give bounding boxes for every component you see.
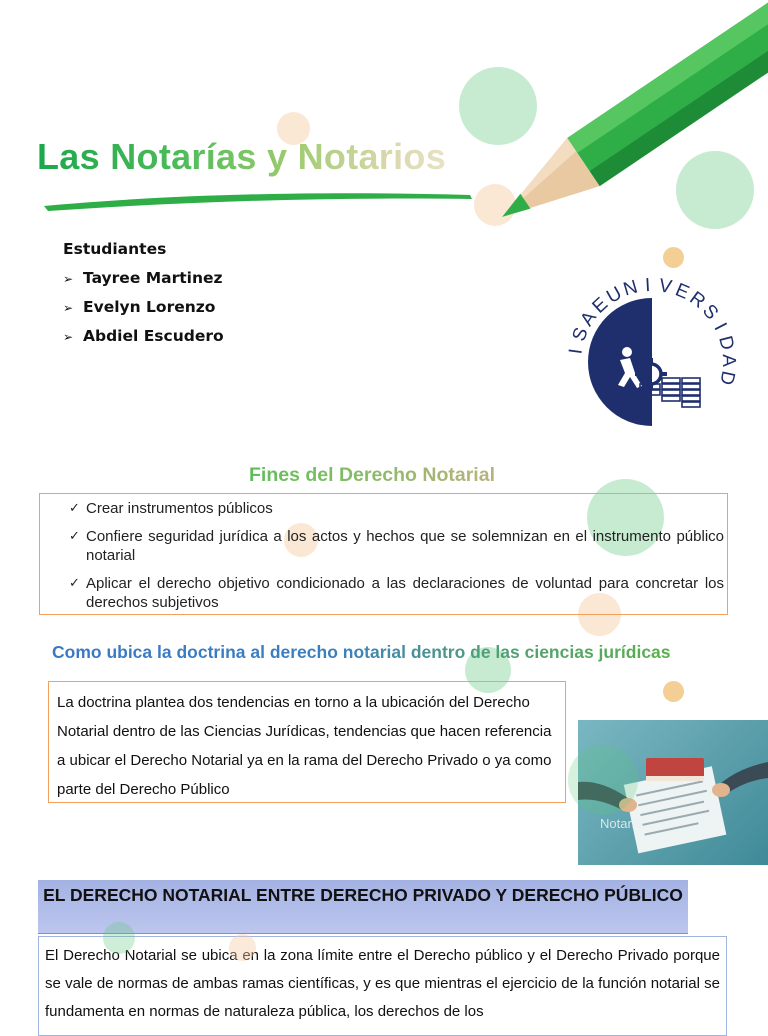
logo-letter: S	[568, 324, 593, 345]
logo-letter: U	[603, 282, 626, 308]
doctrina-title: Como ubica la doctrina al derecho notarial dentro de las ciencias jurídicas	[52, 642, 671, 662]
section-text: El Derecho Notarial se ubica en la zona límite entre el Derecho público y el Derecho Privado porque se vale de normas de ambas ramas científicas, y es que mientras el ejercicio de la función notarial se fundamenta en normas de naturaleza pública, los derechos de los	[38, 936, 727, 1036]
fine-item	[69, 527, 724, 565]
student-name: Tayree Martinez	[83, 269, 223, 287]
title-underline-stroke	[40, 184, 480, 214]
arrow-bullet-icon: ➢	[63, 301, 74, 315]
students-list	[63, 238, 224, 354]
pencil-illustration	[470, 0, 768, 210]
logo-letter: I	[644, 274, 651, 297]
page-title: Las Notarías y Notarios	[37, 136, 447, 177]
fines-title: Fines del Derecho Notarial	[0, 464, 744, 487]
student-item	[63, 296, 224, 325]
logo-letter: D	[715, 369, 739, 387]
fine-item-text: Confiere seguridad jurídica a los actos y hechos que se solemnizan en el instrumento público notarial	[86, 528, 724, 564]
logo-letter: A	[576, 307, 602, 331]
decor-circle	[229, 934, 256, 961]
image-caption: Notaria	[600, 816, 642, 831]
logo-letter: I	[709, 319, 731, 334]
fine-item	[69, 499, 724, 518]
student-name: Abdiel Escudero	[83, 327, 224, 345]
fine-item	[69, 574, 724, 612]
fine-item-text: Crear instrumentos públicos	[86, 500, 273, 517]
logo-letter: A	[717, 353, 740, 368]
decor-circle	[103, 922, 135, 954]
doctrina-text: La doctrina plantea dos tendencias en torno a la ubicación del Derecho Notarial dentro de las Ciencias Jurídicas, tendencias que hacen referencia a ubicar el Derecho Notarial ya en la rama del Derecho Privado o ya como parte del Derecho Público	[48, 681, 566, 803]
fine-item-text: Aplicar el derecho objetivo condicionado a las declaraciones de voluntad para concretar los derechos subjetivos	[86, 575, 724, 611]
logo-letter: N	[621, 276, 641, 301]
logo-letter: I	[565, 347, 587, 356]
logo-letter: D	[714, 333, 738, 353]
section-heading: EL DERECHO NOTARIAL ENTRE DERECHO PRIVADO Y DERECHO PÚBLICO	[38, 880, 688, 934]
logo-letter: E	[588, 293, 613, 318]
university-logo	[565, 258, 740, 428]
logo-letter: S	[697, 300, 723, 324]
logo-letter: R	[685, 287, 710, 313]
checkmark-icon: ✓	[69, 501, 80, 516]
student-item	[63, 267, 224, 296]
logo-letter: V	[657, 275, 674, 299]
decor-circle	[568, 745, 638, 815]
logo-letter: E	[672, 279, 693, 304]
decor-circle	[663, 681, 684, 702]
student-item	[63, 325, 224, 354]
checkmark-icon: ✓	[69, 529, 80, 544]
fines-box	[39, 493, 728, 615]
arrow-bullet-icon: ➢	[63, 272, 74, 286]
arrow-bullet-icon: ➢	[63, 330, 74, 344]
students-heading: Estudiantes	[63, 240, 167, 258]
student-name: Evelyn Lorenzo	[83, 298, 216, 316]
checkmark-icon: ✓	[69, 576, 80, 591]
